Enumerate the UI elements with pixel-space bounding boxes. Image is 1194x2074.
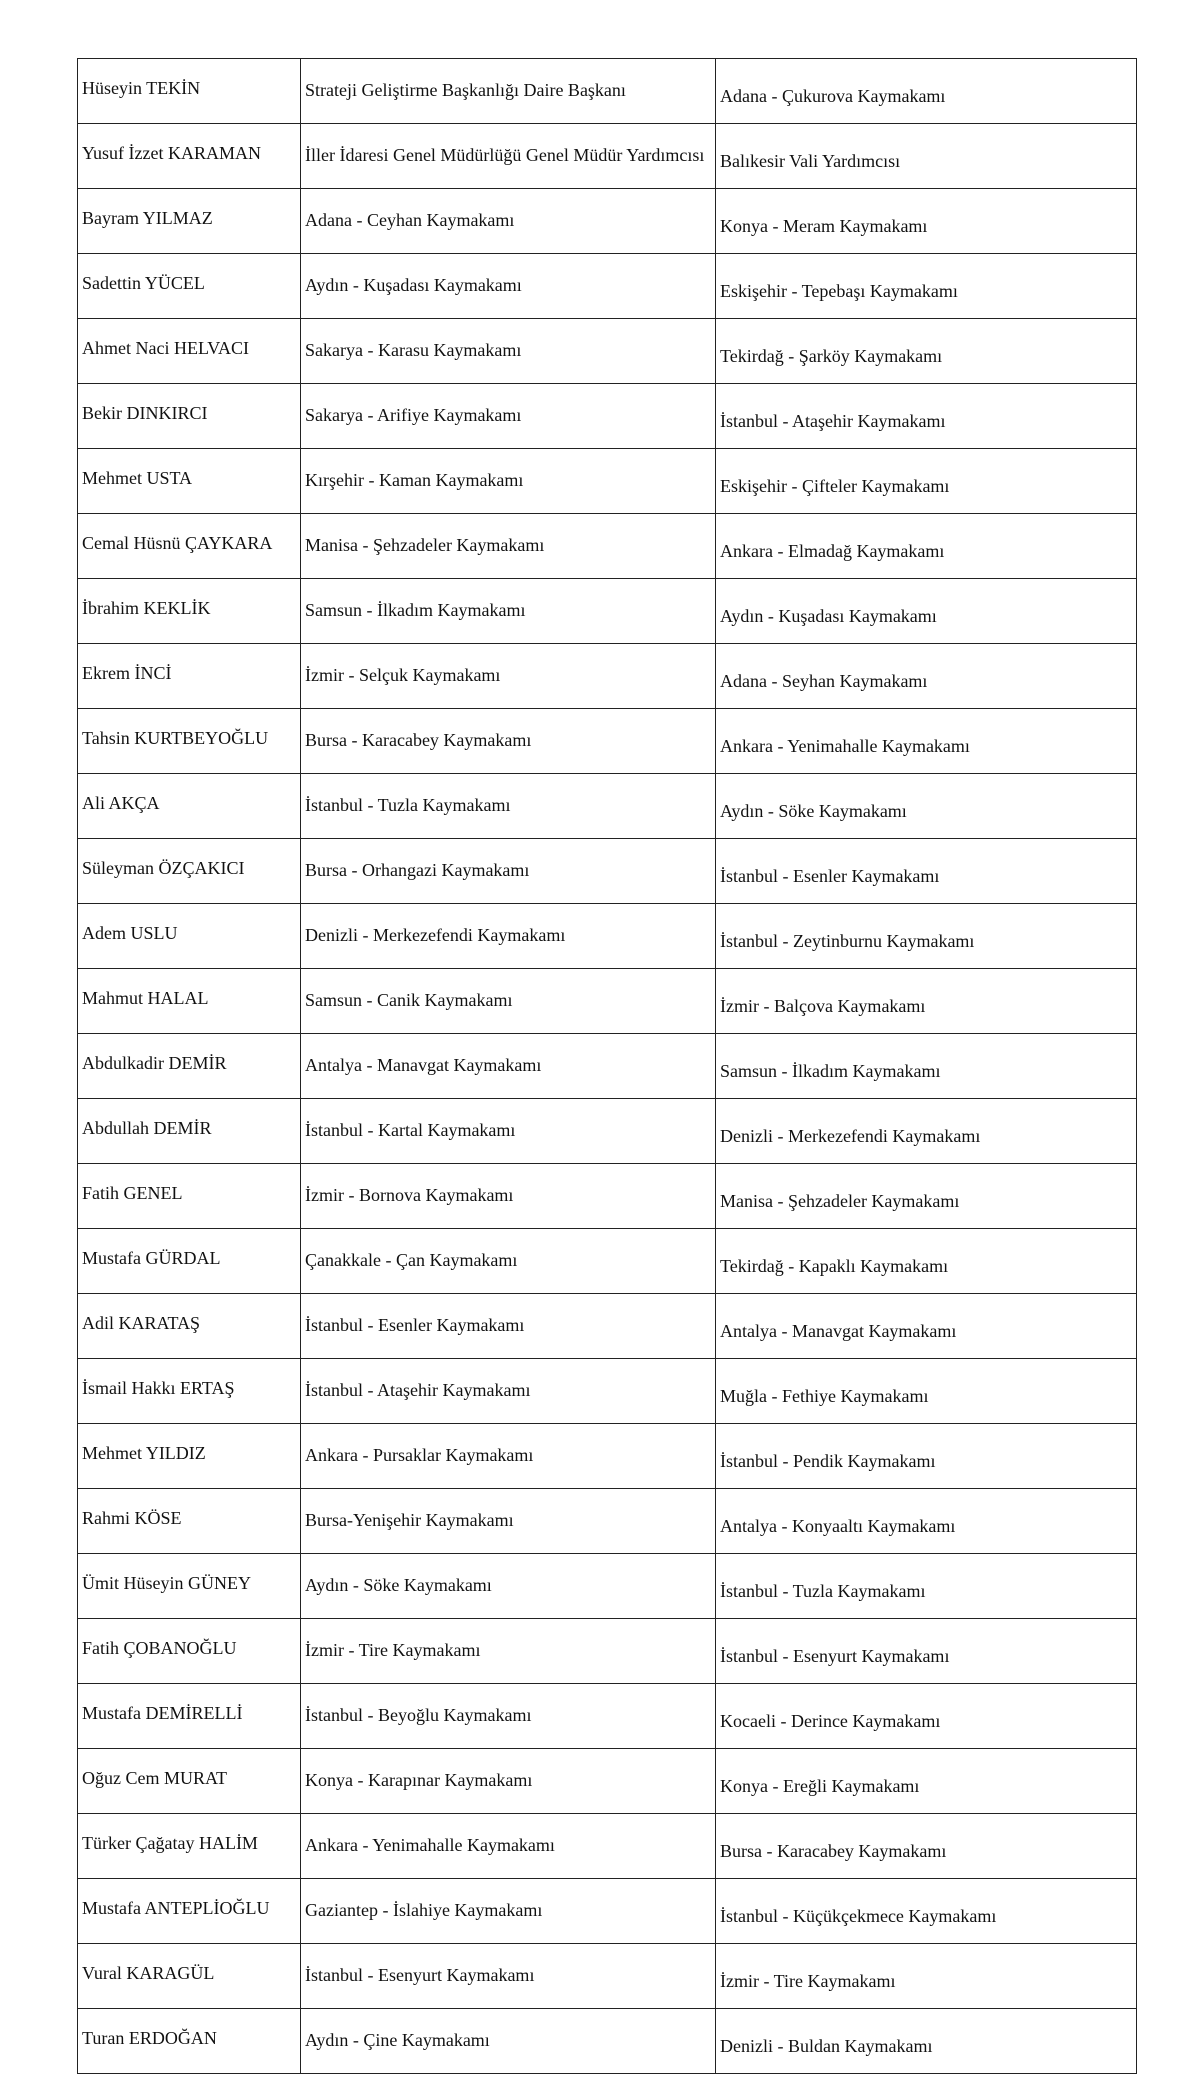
official-name-cell: Oğuz Cem MURAT <box>78 1749 301 1814</box>
appointments-table <box>77 58 1137 2074</box>
previous-post-cell: Gaziantep - İslahiye Kaymakamı <box>301 1879 716 1944</box>
table-row <box>78 1164 1137 1229</box>
previous-post-cell: İstanbul - Esenyurt Kaymakamı <box>301 1944 716 2009</box>
table-row <box>78 1229 1137 1294</box>
new-post-cell: Denizli - Buldan Kaymakamı <box>716 2009 1137 2074</box>
table-row <box>78 1424 1137 1489</box>
table-row <box>78 1034 1137 1099</box>
official-name-cell: Türker Çağatay HALİM <box>78 1814 301 1879</box>
new-post-cell: Aydın - Söke Kaymakamı <box>716 774 1137 839</box>
previous-post-cell: Denizli - Merkezefendi Kaymakamı <box>301 904 716 969</box>
new-post-cell: Antalya - Konyaaltı Kaymakamı <box>716 1489 1137 1554</box>
previous-post-cell: Sakarya - Karasu Kaymakamı <box>301 319 716 384</box>
table-row <box>78 969 1137 1034</box>
previous-post-cell: Aydın - Kuşadası Kaymakamı <box>301 254 716 319</box>
official-name-cell: Vural KARAGÜL <box>78 1944 301 2009</box>
official-name-cell: Tahsin KURTBEYOĞLU <box>78 709 301 774</box>
previous-post-cell: Strateji Geliştirme Başkanlığı Daire Başkanı <box>301 59 716 124</box>
previous-post-cell: Ankara - Pursaklar Kaymakamı <box>301 1424 716 1489</box>
new-post-cell: İstanbul - Ataşehir Kaymakamı <box>716 384 1137 449</box>
previous-post-cell: İstanbul - Ataşehir Kaymakamı <box>301 1359 716 1424</box>
new-post-cell: Antalya - Manavgat Kaymakamı <box>716 1294 1137 1359</box>
new-post-cell: Samsun - İlkadım Kaymakamı <box>716 1034 1137 1099</box>
table-row <box>78 449 1137 514</box>
previous-post-cell: Manisa - Şehzadeler Kaymakamı <box>301 514 716 579</box>
new-post-cell: İstanbul - Tuzla Kaymakamı <box>716 1554 1137 1619</box>
table-row <box>78 1684 1137 1749</box>
previous-post-cell: İstanbul - Beyoğlu Kaymakamı <box>301 1684 716 1749</box>
new-post-cell: Balıkesir Vali Yardımcısı <box>716 124 1137 189</box>
official-name-cell: Mehmet USTA <box>78 449 301 514</box>
table-row <box>78 189 1137 254</box>
previous-post-cell: İzmir - Tire Kaymakamı <box>301 1619 716 1684</box>
previous-post-cell: Bursa - Orhangazi Kaymakamı <box>301 839 716 904</box>
table-row <box>78 319 1137 384</box>
previous-post-cell: Bursa-Yenişehir Kaymakamı <box>301 1489 716 1554</box>
previous-post-cell: Adana - Ceyhan Kaymakamı <box>301 189 716 254</box>
new-post-cell: Eskişehir - Çifteler Kaymakamı <box>716 449 1137 514</box>
new-post-cell: Eskişehir - Tepebaşı Kaymakamı <box>716 254 1137 319</box>
official-name-cell: Rahmi KÖSE <box>78 1489 301 1554</box>
new-post-cell: İstanbul - Esenler Kaymakamı <box>716 839 1137 904</box>
table-row <box>78 839 1137 904</box>
previous-post-cell: Konya - Karapınar Kaymakamı <box>301 1749 716 1814</box>
table-row <box>78 254 1137 319</box>
table-row <box>78 579 1137 644</box>
new-post-cell: İstanbul - Zeytinburnu Kaymakamı <box>716 904 1137 969</box>
table-row <box>78 1879 1137 1944</box>
table-row <box>78 1099 1137 1164</box>
table-row <box>78 1814 1137 1879</box>
new-post-cell: Aydın - Kuşadası Kaymakamı <box>716 579 1137 644</box>
official-name-cell: Fatih ÇOBANOĞLU <box>78 1619 301 1684</box>
official-name-cell: Yusuf İzzet KARAMAN <box>78 124 301 189</box>
official-name-cell: Mustafa ANTEPLİOĞLU <box>78 1879 301 1944</box>
table-body <box>78 59 1137 2074</box>
table-row <box>78 1489 1137 1554</box>
previous-post-cell: İzmir - Bornova Kaymakamı <box>301 1164 716 1229</box>
official-name-cell: Cemal Hüsnü ÇAYKARA <box>78 514 301 579</box>
official-name-cell: Hüseyin TEKİN <box>78 59 301 124</box>
new-post-cell: İstanbul - Küçükçekmece Kaymakamı <box>716 1879 1137 1944</box>
previous-post-cell: Ankara - Yenimahalle Kaymakamı <box>301 1814 716 1879</box>
official-name-cell: Adem USLU <box>78 904 301 969</box>
new-post-cell: Tekirdağ - Şarköy Kaymakamı <box>716 319 1137 384</box>
official-name-cell: Mustafa DEMİRELLİ <box>78 1684 301 1749</box>
new-post-cell: Ankara - Yenimahalle Kaymakamı <box>716 709 1137 774</box>
official-name-cell: Bekir DINKIRCI <box>78 384 301 449</box>
previous-post-cell: Sakarya - Arifiye Kaymakamı <box>301 384 716 449</box>
table-row <box>78 904 1137 969</box>
official-name-cell: Sadettin YÜCEL <box>78 254 301 319</box>
new-post-cell: Adana - Seyhan Kaymakamı <box>716 644 1137 709</box>
official-name-cell: Turan ERDOĞAN <box>78 2009 301 2074</box>
official-name-cell: Abdulkadir DEMİR <box>78 1034 301 1099</box>
previous-post-cell: Samsun - Canik Kaymakamı <box>301 969 716 1034</box>
previous-post-cell: İstanbul - Esenler Kaymakamı <box>301 1294 716 1359</box>
new-post-cell: Bursa - Karacabey Kaymakamı <box>716 1814 1137 1879</box>
new-post-cell: Konya - Meram Kaymakamı <box>716 189 1137 254</box>
table-row <box>78 59 1137 124</box>
previous-post-cell: Aydın - Çine Kaymakamı <box>301 2009 716 2074</box>
table-row <box>78 1554 1137 1619</box>
previous-post-cell: Aydın - Söke Kaymakamı <box>301 1554 716 1619</box>
table-row <box>78 1749 1137 1814</box>
official-name-cell: Süleyman ÖZÇAKICI <box>78 839 301 904</box>
new-post-cell: Kocaeli - Derince Kaymakamı <box>716 1684 1137 1749</box>
table-row <box>78 1294 1137 1359</box>
official-name-cell: İsmail Hakkı ERTAŞ <box>78 1359 301 1424</box>
new-post-cell: Tekirdağ - Kapaklı Kaymakamı <box>716 1229 1137 1294</box>
table-row <box>78 2009 1137 2074</box>
previous-post-cell: Bursa - Karacabey Kaymakamı <box>301 709 716 774</box>
previous-post-cell: Çanakkale - Çan Kaymakamı <box>301 1229 716 1294</box>
table-row <box>78 774 1137 839</box>
previous-post-cell: İstanbul - Kartal Kaymakamı <box>301 1099 716 1164</box>
table-row <box>78 124 1137 189</box>
official-name-cell: Ahmet Naci HELVACI <box>78 319 301 384</box>
table-row <box>78 709 1137 774</box>
table-row <box>78 644 1137 709</box>
table-row <box>78 1359 1137 1424</box>
new-post-cell: Adana - Çukurova Kaymakamı <box>716 59 1137 124</box>
table-row <box>78 1619 1137 1684</box>
previous-post-cell: İstanbul - Tuzla Kaymakamı <box>301 774 716 839</box>
official-name-cell: Mahmut HALAL <box>78 969 301 1034</box>
new-post-cell: Konya - Ereğli Kaymakamı <box>716 1749 1137 1814</box>
new-post-cell: İzmir - Tire Kaymakamı <box>716 1944 1137 2009</box>
new-post-cell: Manisa - Şehzadeler Kaymakamı <box>716 1164 1137 1229</box>
new-post-cell: İstanbul - Esenyurt Kaymakamı <box>716 1619 1137 1684</box>
new-post-cell: Denizli - Merkezefendi Kaymakamı <box>716 1099 1137 1164</box>
official-name-cell: Abdullah DEMİR <box>78 1099 301 1164</box>
previous-post-cell: İller İdaresi Genel Müdürlüğü Genel Müdür Yardımcısı <box>301 124 716 189</box>
official-name-cell: Mehmet YILDIZ <box>78 1424 301 1489</box>
previous-post-cell: İzmir - Selçuk Kaymakamı <box>301 644 716 709</box>
previous-post-cell: Kırşehir - Kaman Kaymakamı <box>301 449 716 514</box>
official-name-cell: Bayram YILMAZ <box>78 189 301 254</box>
official-name-cell: Mustafa GÜRDAL <box>78 1229 301 1294</box>
official-name-cell: İbrahim KEKLİK <box>78 579 301 644</box>
official-name-cell: Ümit Hüseyin GÜNEY <box>78 1554 301 1619</box>
table-row <box>78 384 1137 449</box>
previous-post-cell: Antalya - Manavgat Kaymakamı <box>301 1034 716 1099</box>
official-name-cell: Adil KARATAŞ <box>78 1294 301 1359</box>
new-post-cell: Muğla - Fethiye Kaymakamı <box>716 1359 1137 1424</box>
table-row <box>78 1944 1137 2009</box>
official-name-cell: Ali AKÇA <box>78 774 301 839</box>
official-name-cell: Ekrem İNCİ <box>78 644 301 709</box>
new-post-cell: Ankara - Elmadağ Kaymakamı <box>716 514 1137 579</box>
previous-post-cell: Samsun - İlkadım Kaymakamı <box>301 579 716 644</box>
official-name-cell: Fatih GENEL <box>78 1164 301 1229</box>
new-post-cell: İstanbul - Pendik Kaymakamı <box>716 1424 1137 1489</box>
table-row <box>78 514 1137 579</box>
new-post-cell: İzmir - Balçova Kaymakamı <box>716 969 1137 1034</box>
